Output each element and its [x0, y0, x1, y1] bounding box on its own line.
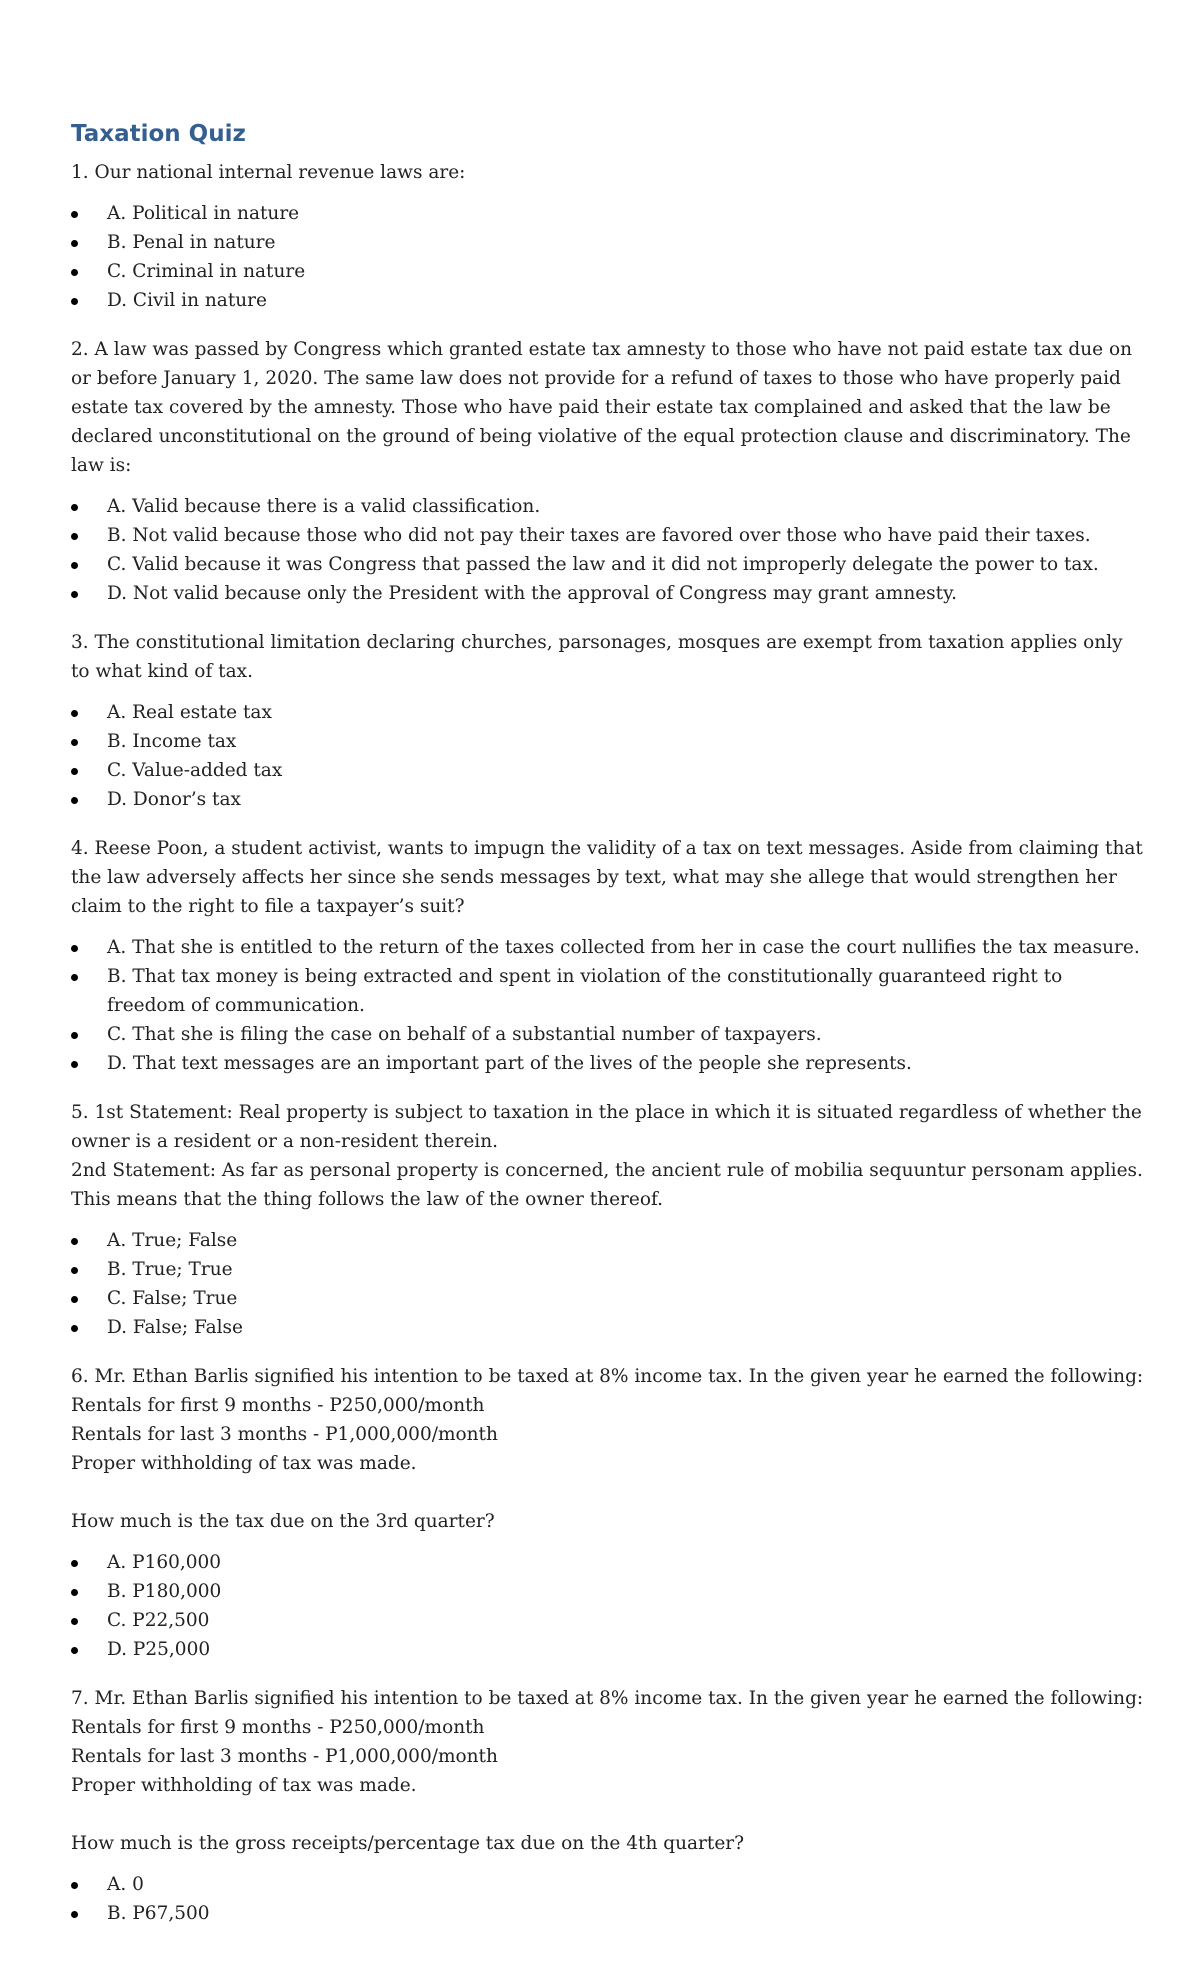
option-item [71, 785, 1146, 814]
question-1 [71, 158, 1146, 315]
question-text: How much is the tax due on the 3rd quarter? [71, 1511, 495, 1532]
option-item [71, 1255, 1146, 1284]
bullet-icon [71, 533, 78, 540]
option-text: D. Donor’s tax [107, 789, 241, 810]
option-text: A. P160,000 [107, 1552, 222, 1573]
option-text: C. Value-added tax [107, 760, 283, 781]
bullet-icon [71, 1589, 78, 1596]
option-text: B. Income tax [107, 731, 237, 752]
bullet-icon [71, 1911, 78, 1918]
bullet-icon [71, 945, 78, 952]
option-item [71, 1226, 1146, 1255]
option-text: A. True; False [107, 1230, 238, 1251]
option-text: A. Valid because there is a valid classification. [107, 496, 541, 517]
option-item [71, 1020, 1146, 1049]
question-4 [71, 834, 1146, 1078]
question-text: 7. Mr. Ethan Barlis signified his intention to be taxed at 8% income tax. In the given year he earned the following: [71, 1688, 1144, 1709]
question-text: Rentals for last 3 months - P1,000,000/month [71, 1746, 498, 1767]
option-text: D. Not valid because only the President with the approval of Congress may grant amnesty. [107, 583, 957, 604]
option-text: A. That she is entitled to the return of the taxes collected from her in case the court nullifies the tax measure. [107, 937, 1140, 958]
bullet-icon [71, 504, 78, 511]
bullet-icon [71, 562, 78, 569]
bullet-icon [71, 739, 78, 746]
option-item [71, 492, 1146, 521]
option-item [71, 1635, 1146, 1664]
option-item [71, 1548, 1146, 1577]
option-text: A. 0 [107, 1874, 144, 1895]
option-list [71, 1226, 1146, 1342]
option-item [71, 228, 1146, 257]
option-list [71, 1548, 1146, 1664]
question-text: How much is the gross receipts/percentage tax due on the 4th quarter? [71, 1833, 745, 1854]
bullet-icon [71, 1560, 78, 1567]
option-text: C. Criminal in nature [107, 261, 306, 282]
option-text: C. Valid because it was Congress that passed the law and it did not improperly delegate the power to tax. [107, 554, 1099, 575]
option-item [71, 727, 1146, 756]
question-text: 4. Reese Poon, a student activist, wants to impugn the validity of a tax on text messages. Aside from claiming that the law adversely affects her since she sends messages by text, what may she allege that would strengthen her claim to the right to file a taxpayer’s suit? [71, 838, 1143, 917]
option-text: B. P180,000 [107, 1581, 222, 1602]
bullet-icon [71, 710, 78, 717]
option-list [71, 933, 1146, 1078]
bullet-icon [71, 768, 78, 775]
option-list [71, 492, 1146, 608]
option-text: D. That text messages are an important part of the lives of the people she represents. [107, 1053, 912, 1074]
option-item [71, 1049, 1146, 1078]
question-text: 1. Our national internal revenue laws are: [71, 162, 466, 183]
option-item [71, 933, 1146, 962]
question-3 [71, 628, 1146, 814]
bullet-icon [71, 298, 78, 305]
question-text: 6. Mr. Ethan Barlis signified his intention to be taxed at 8% income tax. In the given year he earned the following: [71, 1366, 1144, 1387]
page-title: Taxation Quiz [71, 121, 246, 147]
option-text: B. Penal in nature [107, 232, 276, 253]
bullet-icon [71, 240, 78, 247]
bullet-icon [71, 1618, 78, 1625]
option-item [71, 521, 1146, 550]
bullet-icon [71, 211, 78, 218]
option-text: D. Civil in nature [107, 290, 267, 311]
option-text: C. False; True [107, 1288, 238, 1309]
question-list [71, 158, 1146, 1928]
option-text: D. P25,000 [107, 1639, 211, 1660]
option-item [71, 1870, 1146, 1899]
bullet-icon [71, 1647, 78, 1654]
option-text: D. False; False [107, 1317, 243, 1338]
option-text: A. Real estate tax [107, 702, 272, 723]
option-text: B. P67,500 [107, 1903, 210, 1924]
question-2 [71, 335, 1146, 608]
option-item [71, 1313, 1146, 1342]
option-text: C. That she is filing the case on behalf of a substantial number of taxpayers. [107, 1024, 822, 1045]
question-text: Rentals for first 9 months - P250,000/month [71, 1395, 485, 1416]
option-item [71, 756, 1146, 785]
option-list [71, 1870, 1146, 1928]
question-text: Proper withholding of tax was made. [71, 1775, 417, 1796]
option-text: B. Not valid because those who did not pay their taxes are favored over those who have paid their taxes. [107, 525, 1091, 546]
blank-line [71, 1478, 1146, 1507]
option-item [71, 579, 1146, 608]
question-text: 3. The constitutional limitation declaring churches, parsonages, mosques are exempt from taxation applies only to what kind of tax. [71, 632, 1123, 682]
bullet-icon [71, 1238, 78, 1245]
option-item [71, 1899, 1146, 1928]
option-text: B. True; True [107, 1259, 233, 1280]
option-item [71, 1606, 1146, 1635]
bullet-icon [71, 1267, 78, 1274]
question-text: 2nd Statement: As far as personal property is concerned, the ancient rule of mobilia sequuntur personam applies. This means that the thing follows the law of the owner thereof. [71, 1160, 1143, 1210]
question-text: Rentals for first 9 months - P250,000/month [71, 1717, 485, 1738]
option-item [71, 286, 1146, 315]
question-6 [71, 1362, 1146, 1664]
blank-line [71, 1800, 1146, 1829]
option-item [71, 962, 1146, 1020]
option-item [71, 257, 1146, 286]
bullet-icon [71, 1325, 78, 1332]
bullet-icon [71, 1032, 78, 1039]
question-text: 5. 1st Statement: Real property is subject to taxation in the place in which it is situated regardless of whether the owner is a resident or a non-resident therein. [71, 1102, 1142, 1152]
option-text: B. That tax money is being extracted and spent in violation of the constitutionally guaranteed right to freedom of communication. [107, 966, 1063, 1016]
option-list [71, 199, 1146, 315]
bullet-icon [71, 269, 78, 276]
option-item [71, 698, 1146, 727]
option-item [71, 550, 1146, 579]
option-item [71, 1577, 1146, 1606]
bullet-icon [71, 797, 78, 804]
question-7 [71, 1684, 1146, 1928]
bullet-icon [71, 591, 78, 598]
bullet-icon [71, 1296, 78, 1303]
question-text: 2. A law was passed by Congress which granted estate tax amnesty to those who have not paid estate tax due on or before January 1, 2020. The same law does not provide for a refund of taxes to those who have properly paid estate tax covered by the amnesty. Those who have paid their estate tax complained and asked that the law be declared unconstitutional on the ground of being violative of the equal protection clause and discriminatory. The law is: [71, 339, 1133, 476]
question-text: Proper withholding of tax was made. [71, 1453, 417, 1474]
option-text: A. Political in nature [107, 203, 300, 224]
option-item [71, 199, 1146, 228]
document-page [71, 118, 1146, 1948]
option-item [71, 1284, 1146, 1313]
question-text: Rentals for last 3 months - P1,000,000/month [71, 1424, 498, 1445]
bullet-icon [71, 1061, 78, 1068]
question-5 [71, 1098, 1146, 1342]
bullet-icon [71, 1882, 78, 1889]
option-text: C. P22,500 [107, 1610, 210, 1631]
bullet-icon [71, 974, 78, 981]
option-list [71, 698, 1146, 814]
